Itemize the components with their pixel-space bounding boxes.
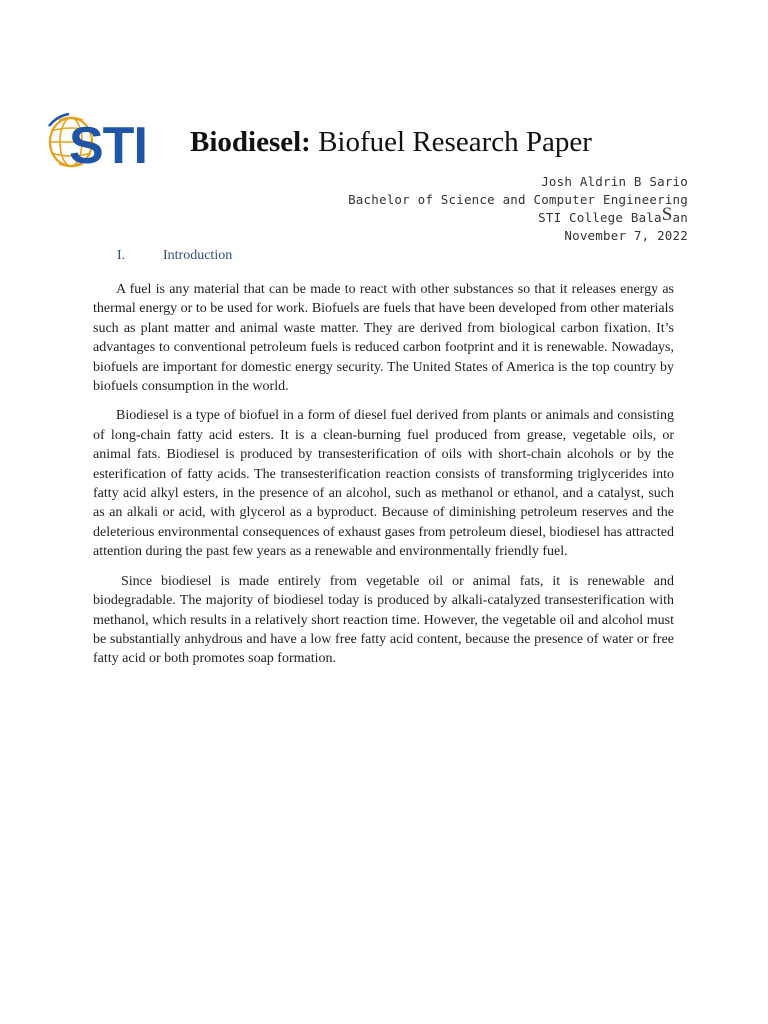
section-title: Introduction (163, 248, 233, 263)
section-heading (117, 248, 232, 264)
sti-logo (47, 112, 167, 174)
author-date: November 7, 2022 (564, 228, 688, 243)
title-bold: Biodiesel: (190, 126, 311, 158)
author-block (348, 173, 688, 245)
school-suffix: an (672, 210, 688, 225)
author-program: Bachelor of Science and Computer Engineering (348, 192, 688, 207)
title-rest: Biofuel Research Paper (310, 126, 592, 158)
section-number: I. (117, 248, 126, 263)
body-text (93, 280, 674, 679)
paragraph: A fuel is any material that can be made to react with other substances so that it releases energy as thermal energy or to be used for work. Biofuels are fuels that have been developed from other materials such as plant matter and animal waste matter. They are derived from biological carbon fixation. It’s advantages to conventional petroleum fuels is reduced carbon footprint and it is renewable. Nowadays, biofuels are important for domestic energy security. The United States of America is the top country by biofuels consumption in the world. (93, 282, 674, 395)
paragraph: Biodiesel is a type of biofuel in a form of diesel fuel derived from plants or animals and consisting of long-chain fatty acid esters. It is a clean-burning fuel produced from grease, vegetable oils, or animal fats. Biodiesel is produced by transesterification of oils with short-chain alcohols or by the esterification of fatty acids. The transesterification reaction consists of transforming triglycerides into fatty acid alkyl esters, in the presence of an alcohol, such as methanol or ethanol, and a catalyst, such as an alkali or acid, with glycerol as a byproduct. Because of diminishing petroleum reserves and the deleterious environmental consequences of exhaust gases from petroleum diesel, biodiesel has attracted attention during the past few years as a renewable and environmentally friendly fuel. (93, 408, 674, 560)
document-title (190, 124, 592, 160)
logo-text: STI (69, 117, 147, 174)
author-school (348, 204, 688, 227)
author-name: Josh Aldrin B Sario (541, 174, 688, 189)
school-prefix: STI College Bala (538, 210, 662, 225)
school-glitch: S (661, 204, 673, 225)
paragraph: Since biodiesel is made entirely from vegetable oil or animal fats, it is renewable and biodegradable. The majority of biodiesel today is produced by alkali-catalyzed transesterification with methanol, which results in a relatively short reaction time. However, the vegetable oil and alcohol must be substantially anhydrous and have a low free fatty acid content, because the presence of water or free fatty acid or both promotes soap formation. (93, 573, 674, 667)
